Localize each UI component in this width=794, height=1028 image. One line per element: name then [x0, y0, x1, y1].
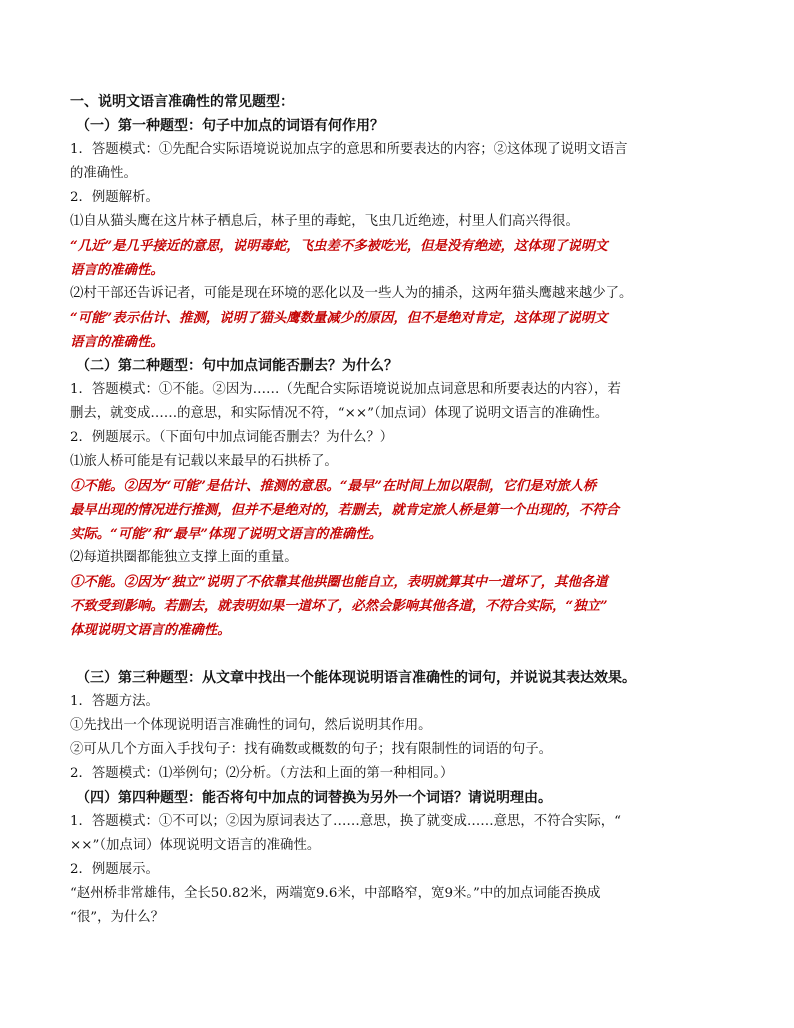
answer-line: 体现说明文语言的准确性。 [70, 622, 231, 638]
document-page [70, 90, 732, 930]
blank-line [70, 642, 732, 666]
answer-line: 不致受到影响。若删去，就表明如果一道坏了，必然会影响其他各道，不符合实际，“独立” [70, 598, 608, 614]
body-line: 1．答题模式：①先配合实际语境说说加点字的意思和所要表达的内容；②这体现了说明文语言 [70, 142, 628, 157]
body-line: 的准确性。 [70, 166, 137, 181]
body-line: 2．例题解析。 [70, 190, 159, 205]
subsection-heading: （二）第二种题型：句中加点词能否删去？为什么？ [76, 358, 398, 374]
answer-line: 语言的准确性。 [70, 262, 164, 278]
body-line: 1．答题模式：①不能。②因为……（先配合实际语境说说加点词意思和所要表达的内容），若 [70, 382, 621, 397]
body-line: “赵州桥非常雄伟，全长50.82米，两端宽9.6米，中部略窄，宽9米。”中的加点词能否换成 [70, 886, 601, 901]
answer-line: 实际。“可能”和“最早”体现了说明文语言的准确性。 [70, 526, 383, 542]
body-line: “很”，为什么？ [70, 910, 165, 925]
subsection-heading: （四）第四种题型：能否将句中加点的词替换为另外一个词语？请说明理由。 [76, 790, 552, 806]
body-line: ②可从几个方面入手找句子：找有确数或概数的句子；找有限制性的词语的句子。 [70, 742, 553, 757]
body-line: ⑵每道拱圈都能独立支撑上面的重量。 [70, 550, 298, 565]
answer-line: 最早出现的情况进行推测，但并不是绝对的，若删去，就肯定旅人桥是第一个出现的，不符合 [70, 502, 620, 518]
body-line: 2．答题模式：⑴举例句；⑵分析。（方法和上面的第一种相同。） [70, 766, 454, 781]
subsection-heading: （三）第三种题型：从文章中找出一个能体现说明语言准确性的词句，并说说其表达效果。 [76, 670, 636, 686]
body-line: 1．答题模式：①不可以；②因为原词表达了……意思，换了就变成……意思，不符合实际，“ [70, 814, 621, 829]
answer-line: “几近”是几乎接近的意思，说明毒蛇，飞虫差不多被吃光，但是没有绝迹，这体现了说明文 [70, 238, 608, 254]
body-line: ⑴旅人桥可能是有记载以来最早的石拱桥了。 [70, 454, 338, 469]
answer-line: ①不能。②因为“独立”说明了不依靠其他拱圈也能自立，表明就算其中一道坏了，其他各道 [70, 574, 608, 590]
body-line: 2．例题展示。（下面句中加点词能否删去？为什么？） [70, 430, 394, 445]
section-heading: 一、说明文语言准确性的常见题型： [70, 94, 294, 110]
body-line: ⑴自从猫头鹰在这片林子栖息后，林子里的毒蛇，飞虫几近绝迹，村里人们高兴得很。 [70, 214, 579, 229]
subsection-heading: （一）第一种题型：句子中加点的词语有何作用？ [76, 118, 384, 134]
answer-line: “可能”表示估计、推测，说明了猫头鹰数量减少的原因，但不是绝对肯定，这体现了说明文 [70, 310, 608, 326]
body-line: 1．答题方法。 [70, 694, 159, 709]
answer-line: ①不能。②因为“可能”是估计、推测的意思。“最早”在时间上加以限制，它们是对旅人桥 [70, 478, 597, 494]
body-line: 2．例题展示。 [70, 862, 159, 877]
body-line: ××”（加点词）体现说明文语言的准确性。 [70, 838, 321, 853]
body-line: ⑵村干部还告诉记者，可能是现在环境的恶化以及一些人为的捕杀，这两年猫头鹰越来越少了。 [70, 286, 633, 301]
body-line: 删去，就变成……的意思，和实际情况不符，“××”（加点词）体现了说明文语言的准确性。 [70, 406, 609, 421]
body-line: ①先找出一个体现说明语言准确性的词句，然后说明其作用。 [70, 718, 432, 733]
answer-line: 语言的准确性。 [70, 334, 164, 350]
